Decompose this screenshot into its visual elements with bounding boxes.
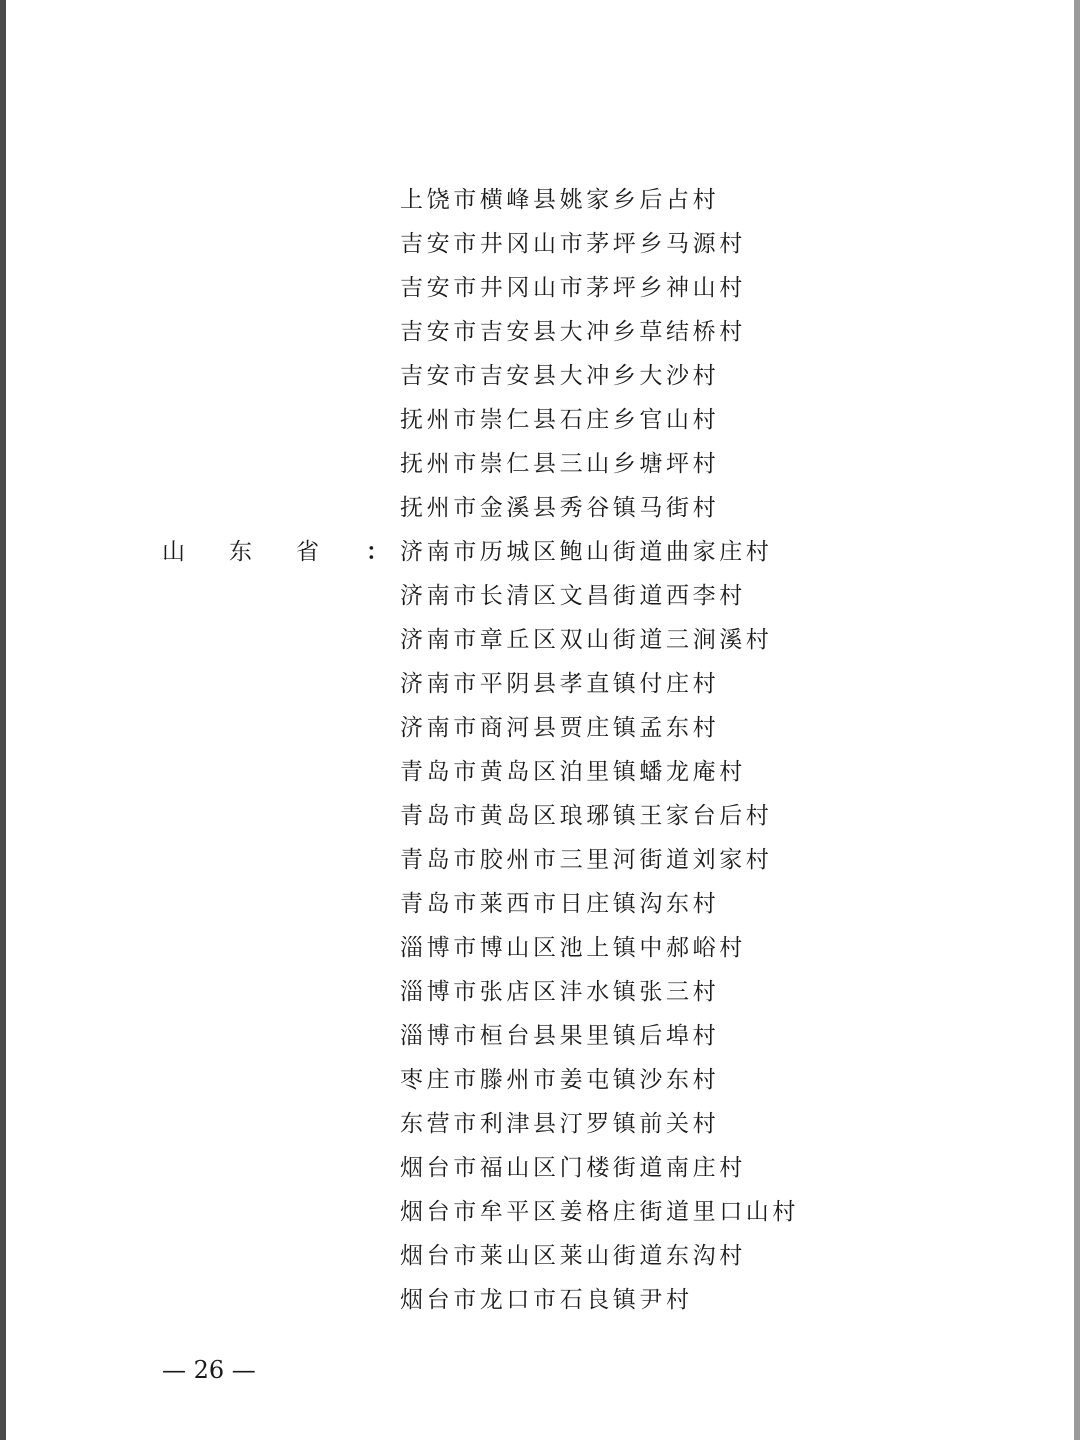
- list-item: 抚州市崇仁县三山乡塘坪村: [400, 451, 720, 477]
- list-item: 济南市长清区文昌街道西李村: [400, 583, 746, 609]
- list-item: 烟台市福山区门楼街道南庄村: [400, 1155, 746, 1181]
- list-item: 吉安市吉安县大冲乡大沙村: [400, 363, 720, 389]
- page-number: — 26 —: [162, 1356, 256, 1384]
- list-item: 济南市历城区鲍山街道曲家庄村: [400, 539, 773, 565]
- list-item: 枣庄市滕州市姜屯镇沙东村: [400, 1067, 720, 1093]
- list-item: 淄博市博山区池上镇中郝峪村: [400, 935, 746, 961]
- list-item: 吉安市吉安县大冲乡草结桥村: [400, 319, 746, 345]
- scan-edge-right: [1074, 0, 1080, 1440]
- list-item: 烟台市龙口市石良镇尹村: [400, 1287, 693, 1313]
- list-item: 青岛市黄岛区泊里镇蟠龙庵村: [400, 759, 746, 785]
- list-item: 济南市平阴县孝直镇付庄村: [400, 671, 720, 697]
- province-name: 山东省: [162, 539, 363, 565]
- list-item: 烟台市莱山区莱山街道东沟村: [400, 1243, 746, 1269]
- list-item: 抚州市金溪县秀谷镇马街村: [400, 495, 720, 521]
- province-heading: [162, 530, 389, 574]
- list-item: 淄博市桓台县果里镇后埠村: [400, 1023, 720, 1049]
- list-item: 济南市章丘区双山街道三涧溪村: [400, 627, 773, 653]
- list-item: 上饶市横峰县姚家乡后占村: [400, 187, 720, 213]
- list-item: 青岛市胶州市三里河街道刘家村: [400, 847, 773, 873]
- list-item: 东营市利津县汀罗镇前关村: [400, 1111, 720, 1137]
- list-item: 淄博市张店区沣水镇张三村: [400, 979, 720, 1005]
- document-page: [6, 0, 1074, 1440]
- list-item: 吉安市井冈山市茅坪乡神山村: [400, 275, 746, 301]
- list-item: 抚州市崇仁县石庄乡官山村: [400, 407, 720, 433]
- province-colon: ：: [366, 538, 389, 565]
- list-item: 烟台市牟平区姜格庄街道里口山村: [400, 1199, 799, 1225]
- village-list: [400, 178, 799, 1322]
- list-item: 济南市商河县贾庄镇孟东村: [400, 715, 720, 741]
- list-item: 吉安市井冈山市茅坪乡马源村: [400, 231, 746, 257]
- list-item: 青岛市莱西市日庄镇沟东村: [400, 891, 720, 917]
- list-item: 青岛市黄岛区琅琊镇王家台后村: [400, 803, 773, 829]
